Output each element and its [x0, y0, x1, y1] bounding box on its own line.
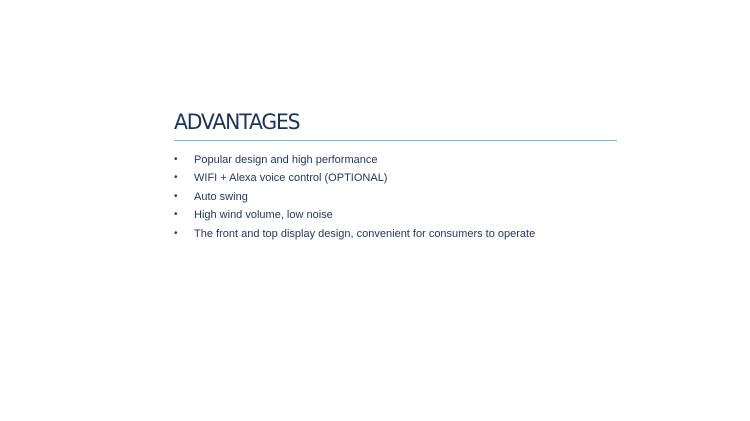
bullet-icon: • — [174, 154, 178, 165]
list-item — [174, 151, 618, 169]
bullet-icon: • — [174, 209, 178, 221]
bullet-icon: • — [174, 172, 178, 184]
bullet-icon: • — [174, 227, 178, 239]
section-title: ADVANTAGES — [174, 110, 300, 134]
list-item — [174, 169, 618, 187]
list-item-text: WIFI + Alexa voice control (OPTIONAL) — [194, 172, 388, 185]
title-divider — [174, 140, 617, 141]
list-item-text: Popular design and high performance — [194, 154, 378, 166]
list-item — [174, 188, 618, 206]
list-item — [174, 206, 618, 224]
list-item — [174, 225, 618, 243]
list-item-text: Auto swing — [194, 190, 248, 203]
list-item-text: High wind volume, low noise — [194, 209, 333, 222]
bullet-icon: • — [174, 190, 178, 202]
advantages-section — [174, 108, 618, 243]
list-item-text: The front and top display design, convenient for consumers to operate — [194, 227, 536, 240]
advantages-list — [174, 151, 618, 243]
